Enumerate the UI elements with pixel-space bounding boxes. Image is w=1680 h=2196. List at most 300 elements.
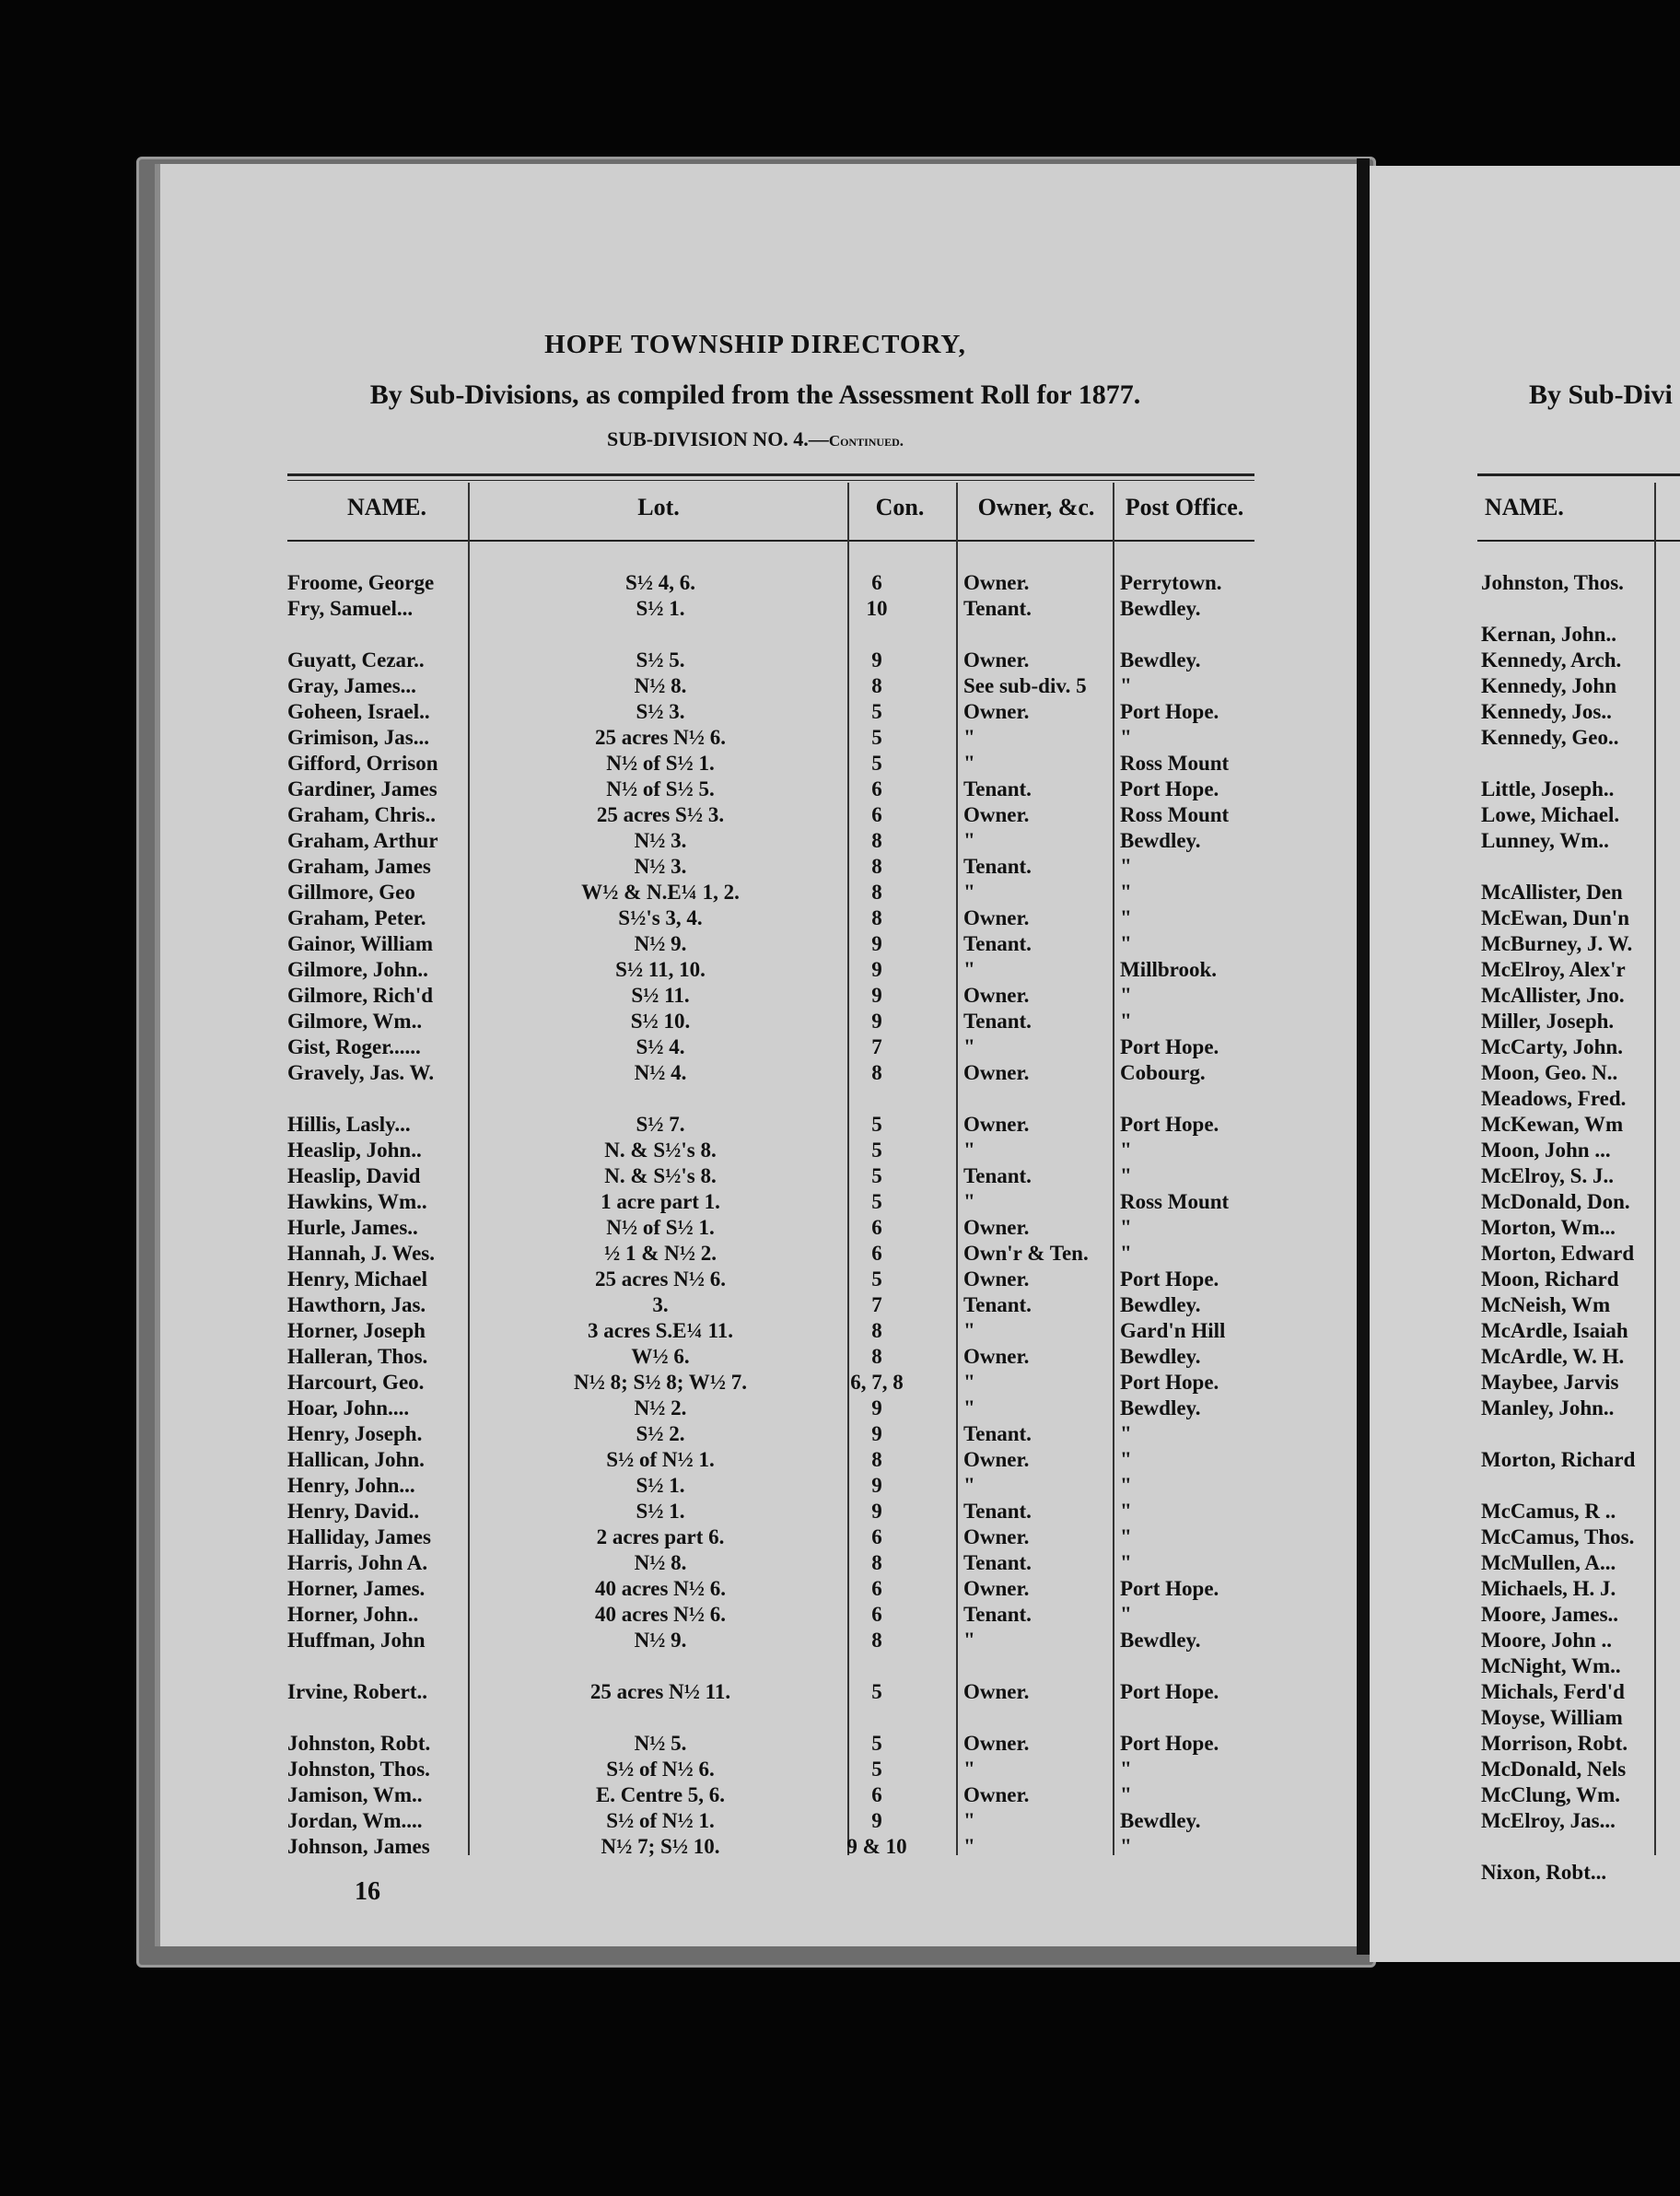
entry-owner-status: Owner. xyxy=(963,906,1030,929)
entry-lot: 25 acres N½ 11. xyxy=(589,1680,731,1703)
entry-post-office: Ross Mount xyxy=(1120,752,1230,775)
entry-post-office: " xyxy=(1120,855,1132,878)
entry-owner-status: Owner. xyxy=(963,1577,1030,1600)
entry-post-office: " xyxy=(1120,1216,1132,1239)
entry-concession: 9 xyxy=(871,958,882,981)
right-entry-name: McKewan, Wm xyxy=(1481,1113,1624,1136)
entry-post-office: Bewdley. xyxy=(1120,1293,1201,1316)
entry-name: Gilmore, Rich'd xyxy=(287,984,434,1007)
table-row xyxy=(287,752,1254,777)
entry-concession: 9 xyxy=(871,932,882,955)
entry-post-office: Bewdley. xyxy=(1120,829,1201,852)
table-row xyxy=(287,1396,1254,1422)
section-heading: SUB-DIVISION NO. 4.—Continued. xyxy=(606,427,904,450)
table-row xyxy=(287,881,1254,906)
right-entry-name: Kernan, John.. xyxy=(1481,623,1616,646)
entry-owner-status: " xyxy=(963,1319,975,1342)
right-entry-name: Kennedy, Geo.. xyxy=(1481,726,1619,749)
entry-lot: N½ 8; S½ 8; W½ 7. xyxy=(573,1371,748,1394)
entry-concession: 9 xyxy=(871,1422,882,1445)
table-row xyxy=(287,932,1254,958)
table-row xyxy=(287,1190,1254,1216)
table-row xyxy=(287,803,1254,829)
entry-concession: 7 xyxy=(871,1293,882,1316)
entry-lot: S½ of N½ 1. xyxy=(606,1809,715,1832)
table-row xyxy=(287,674,1254,700)
entry-lot: 3 acres S.E¼ 11. xyxy=(587,1319,734,1342)
entry-name: Huffman, John xyxy=(287,1629,426,1652)
right-entry-name: Kennedy, Arch. xyxy=(1481,648,1622,672)
right-entry-name: Nixon, Robt... xyxy=(1481,1861,1607,1884)
right-entry-name: Morton, Richard xyxy=(1481,1448,1636,1471)
entry-lot: 25 acres N½ 6. xyxy=(594,726,727,749)
right-entry-name: Miller, Joseph. xyxy=(1481,1010,1615,1033)
entry-lot: N. & S½'s 8. xyxy=(604,1139,717,1162)
entry-owner-status: Tenant. xyxy=(963,1603,1032,1626)
entry-name: Halleran, Thos. xyxy=(287,1345,428,1368)
entry-name: Jamison, Wm.. xyxy=(287,1783,423,1806)
entry-concession: 9 xyxy=(871,1500,882,1523)
entry-post-office: " xyxy=(1120,1835,1132,1858)
entry-lot: S½ 4. xyxy=(636,1035,685,1058)
right-header-rule-bottom xyxy=(1477,540,1680,542)
right-entry-name: McElroy, Alex'r xyxy=(1481,958,1626,981)
entry-concession: 6 xyxy=(871,1783,882,1806)
table-row xyxy=(287,700,1254,726)
entry-concession: 5 xyxy=(871,1190,882,1213)
entry-post-office: Port Hope. xyxy=(1120,1113,1219,1136)
entry-concession: 9 xyxy=(871,1010,882,1033)
entry-lot: W½ 6. xyxy=(631,1345,690,1368)
table-row xyxy=(287,1139,1254,1164)
right-entry-name: Michaels, H. J. xyxy=(1481,1577,1616,1600)
entry-name: Grimison, Jas... xyxy=(287,726,429,749)
entry-name: Gist, Roger...... xyxy=(287,1035,421,1058)
entry-concession: 7 xyxy=(871,1035,882,1058)
table-row xyxy=(287,726,1254,752)
table-row xyxy=(287,571,1254,597)
table-row xyxy=(287,1448,1254,1474)
table-row xyxy=(287,1371,1254,1396)
right-entry-name: McArdle, Isaiah xyxy=(1481,1319,1628,1342)
entry-post-office: " xyxy=(1120,1242,1132,1265)
entry-lot: S½ 2. xyxy=(636,1422,685,1445)
table-row xyxy=(287,1603,1254,1629)
entry-concession: 8 xyxy=(871,855,882,878)
entry-concession: 6 xyxy=(871,1216,882,1239)
entry-post-office: Bewdley. xyxy=(1120,648,1201,672)
entry-owner-status: Owner. xyxy=(963,1732,1030,1755)
entry-concession: 9 xyxy=(871,984,882,1007)
entry-concession: 6 xyxy=(871,1603,882,1626)
entry-lot: S½ 11, 10. xyxy=(615,958,706,981)
right-entry-name: McDonald, Nels xyxy=(1481,1758,1627,1781)
directory-subtitle: By Sub-Divisions, as compiled from the Assessment Roll for 1877. xyxy=(369,380,1141,410)
entry-owner-status: Owner. xyxy=(963,571,1030,594)
entry-post-office: " xyxy=(1120,1783,1132,1806)
entry-owner-status: Owner. xyxy=(963,1680,1030,1703)
entry-lot: W½ & N.E¼ 1, 2. xyxy=(581,881,740,904)
entry-owner-status: " xyxy=(963,1190,975,1213)
entry-name: Hawthorn, Jas. xyxy=(287,1293,426,1316)
entry-lot: 25 acres N½ 6. xyxy=(594,1267,727,1291)
right-entry-name: McElroy, S. J.. xyxy=(1481,1164,1614,1187)
entry-owner-status: Owner. xyxy=(963,1061,1030,1084)
entry-post-office: " xyxy=(1120,674,1132,697)
entry-concession: 5 xyxy=(871,700,882,723)
entry-owner-status: Owner. xyxy=(963,1448,1030,1471)
table-row xyxy=(287,1113,1254,1139)
entry-post-office: " xyxy=(1120,984,1132,1007)
entry-concession: 8 xyxy=(871,1345,882,1368)
right-entry-name: McArdle, W. H. xyxy=(1481,1345,1625,1368)
table-row xyxy=(287,1577,1254,1603)
right-entry-name: Lunney, Wm.. xyxy=(1481,829,1609,852)
entry-name: Gifford, Orrison xyxy=(287,752,438,775)
right-entry-name: McCamus, Thos. xyxy=(1481,1525,1635,1548)
entry-post-office: Millbrook. xyxy=(1120,958,1218,981)
col-header-lot: Lot. xyxy=(637,494,680,520)
entry-lot: N½ 8. xyxy=(634,1551,687,1574)
entry-owner-status: " xyxy=(963,1396,975,1419)
entry-post-office: Gard'n Hill xyxy=(1120,1319,1226,1342)
entry-lot: 1 acre part 1. xyxy=(601,1190,720,1213)
entry-lot: S½ 1. xyxy=(636,1474,685,1497)
right-entry-name: McElroy, Jas... xyxy=(1481,1809,1616,1832)
entry-owner-status: " xyxy=(963,752,975,775)
table-row xyxy=(287,1216,1254,1242)
entry-lot: S½ 3. xyxy=(636,700,685,723)
entry-name: Johnson, James xyxy=(287,1835,430,1858)
entry-lot: S½ 4, 6. xyxy=(624,571,696,594)
entry-owner-status: Owner. xyxy=(963,803,1030,826)
table-row xyxy=(287,648,1254,674)
right-entry-name: McAllister, Den xyxy=(1481,881,1623,904)
entry-post-office: Port Hope. xyxy=(1120,1371,1219,1394)
entry-post-office: Bewdley. xyxy=(1120,1396,1201,1419)
entry-concession: 5 xyxy=(871,1680,882,1703)
entry-lot: N. & S½'s 8. xyxy=(604,1164,717,1187)
table-row xyxy=(287,1061,1254,1087)
right-entry-name: Meadows, Fred. xyxy=(1481,1087,1627,1110)
entry-concession: 8 xyxy=(871,1319,882,1342)
entry-post-office: Perrytown. xyxy=(1120,571,1222,594)
right-entry-name: McNeish, Wm xyxy=(1481,1293,1611,1316)
entry-owner-status: " xyxy=(963,1809,975,1832)
entry-lot: 2 acres part 6. xyxy=(596,1525,725,1548)
entry-owner-status: " xyxy=(963,958,975,981)
entry-lot: S½ 10. xyxy=(630,1010,691,1033)
entry-name: Johnston, Robt. xyxy=(287,1732,431,1755)
entry-concession: 5 xyxy=(871,1113,882,1136)
entry-concession: 5 xyxy=(871,1267,882,1291)
col-header-name: NAME. xyxy=(347,494,426,520)
table-row xyxy=(287,984,1254,1010)
col-header-post-office: Post Office. xyxy=(1125,494,1244,520)
entry-name: Hillis, Lasly... xyxy=(287,1113,411,1136)
table-row xyxy=(287,777,1254,803)
entry-owner-status: " xyxy=(963,726,975,749)
entry-owner-status: Tenant. xyxy=(963,1551,1032,1574)
entry-name: Harcourt, Geo. xyxy=(287,1371,425,1394)
entry-owner-status: " xyxy=(963,1474,975,1497)
entry-owner-status: See sub-div. 5 xyxy=(963,674,1087,697)
entry-lot: N½ 9. xyxy=(634,932,687,955)
entry-owner-status: Owner. xyxy=(963,1216,1030,1239)
entry-concession: 9 xyxy=(871,1809,882,1832)
entry-owner-status: " xyxy=(963,1371,975,1394)
entry-lot: S½ 7. xyxy=(636,1113,685,1136)
entry-name: Hallican, John. xyxy=(287,1448,425,1471)
table-row xyxy=(287,1035,1254,1061)
entry-concession: 5 xyxy=(871,1758,882,1781)
table-row xyxy=(287,1551,1254,1577)
entry-concession: 8 xyxy=(871,1551,882,1574)
entry-concession: 6, 7, 8 xyxy=(850,1371,904,1394)
entry-name: Gray, James... xyxy=(287,674,416,697)
entry-post-office: Cobourg. xyxy=(1120,1061,1206,1084)
entry-name: Hurle, James.. xyxy=(287,1216,418,1239)
entry-name: Henry, Joseph. xyxy=(287,1422,423,1445)
entry-post-office: " xyxy=(1120,1603,1132,1626)
table-row xyxy=(287,597,1254,623)
entry-lot: N½ 3. xyxy=(634,855,687,878)
section-continued: Continued. xyxy=(828,432,904,450)
table-row xyxy=(287,1345,1254,1371)
entry-post-office: Bewdley. xyxy=(1120,1629,1201,1652)
entry-post-office: " xyxy=(1120,1010,1132,1033)
entry-post-office: Bewdley. xyxy=(1120,1809,1201,1832)
entry-lot: E. Centre 5, 6. xyxy=(595,1783,726,1806)
table-row xyxy=(287,1293,1254,1319)
right-entry-name: McMullen, A... xyxy=(1481,1551,1616,1574)
right-entry-name: Moore, James.. xyxy=(1481,1603,1619,1626)
entry-concession: 10 xyxy=(866,597,888,620)
entry-name: Gilmore, John.. xyxy=(287,958,428,981)
right-entry-name: Moore, John .. xyxy=(1481,1629,1613,1652)
right-col-header-name: NAME. xyxy=(1485,494,1564,520)
right-entry-name: McDonald, Don. xyxy=(1481,1190,1630,1213)
entry-lot: N½ 5. xyxy=(634,1732,687,1755)
table-row xyxy=(287,1629,1254,1654)
entry-name: Halliday, James xyxy=(287,1525,431,1548)
right-entry-name: McCarty, John. xyxy=(1481,1035,1623,1058)
entry-owner-status: Tenant. xyxy=(963,932,1032,955)
entry-owner-status: Owner. xyxy=(963,1267,1030,1291)
entry-name: Goheen, Israel.. xyxy=(287,700,430,723)
right-entry-name: Morton, Edward xyxy=(1481,1242,1635,1265)
entry-lot: 40 acres N½ 6. xyxy=(594,1577,727,1600)
entry-name: Gillmore, Geo xyxy=(287,881,415,904)
table-row xyxy=(287,1422,1254,1448)
entry-post-office: " xyxy=(1120,1164,1132,1187)
entry-post-office: Port Hope. xyxy=(1120,1680,1219,1703)
entry-lot: ½ 1 & N½ 2. xyxy=(603,1242,718,1265)
entry-name: Johnston, Thos. xyxy=(287,1758,430,1781)
right-entry-name: Little, Joseph.. xyxy=(1481,777,1615,800)
entry-concession: 6 xyxy=(871,1242,882,1265)
entry-post-office: Port Hope. xyxy=(1120,777,1219,800)
entry-lot: S½'s 3, 4. xyxy=(618,906,703,929)
entry-owner-status: " xyxy=(963,1139,975,1162)
entry-owner-status: " xyxy=(963,829,975,852)
right-entry-name: McCamus, R .. xyxy=(1481,1500,1616,1523)
right-entry-name: Manley, John.. xyxy=(1481,1396,1615,1419)
entry-name: Hawkins, Wm.. xyxy=(287,1190,427,1213)
table-row xyxy=(287,1732,1254,1758)
right-entry-name: Moon, John ... xyxy=(1481,1139,1611,1162)
right-entry-name: Moon, Geo. N.. xyxy=(1481,1061,1618,1084)
entry-name: Gardiner, James xyxy=(287,777,438,800)
entry-name: Fry, Samuel... xyxy=(287,597,414,620)
table-row xyxy=(287,1267,1254,1293)
right-entry-name: McEwan, Dun'n xyxy=(1481,906,1630,929)
right-entry-name: Kennedy, Jos.. xyxy=(1481,700,1612,723)
entry-concession: 6 xyxy=(871,1525,882,1548)
entry-concession: 9 xyxy=(871,1396,882,1419)
entry-post-office: " xyxy=(1120,1139,1132,1162)
entry-post-office: " xyxy=(1120,932,1132,955)
entry-lot: S½ 5. xyxy=(636,648,685,672)
entry-post-office: " xyxy=(1120,1551,1132,1574)
entry-concession: 8 xyxy=(871,881,882,904)
entry-concession: 6 xyxy=(871,777,882,800)
entry-owner-status: Tenant. xyxy=(963,1164,1032,1187)
entry-owner-status: " xyxy=(963,1629,975,1652)
book-gutter xyxy=(1357,158,1370,1955)
entry-name: Gilmore, Wm.. xyxy=(287,1010,423,1033)
entry-lot: S½ of N½ 1. xyxy=(606,1448,715,1471)
entry-post-office: Bewdley. xyxy=(1120,597,1201,620)
entry-lot: N½ 3. xyxy=(634,829,687,852)
entry-name: Hannah, J. Wes. xyxy=(287,1242,435,1265)
right-entry-name: Morton, Wm... xyxy=(1481,1216,1616,1239)
entry-owner-status: " xyxy=(963,1035,975,1058)
entry-name: Hoar, John.... xyxy=(287,1396,410,1419)
header-rule-bottom xyxy=(287,540,1254,542)
entry-owner-status: Tenant. xyxy=(963,1422,1032,1445)
entry-lot: N½ of S½ 1. xyxy=(606,752,715,775)
entry-owner-status: " xyxy=(963,1758,975,1781)
table-row xyxy=(287,906,1254,932)
entry-concession: 5 xyxy=(871,726,882,749)
entry-concession: 8 xyxy=(871,906,882,929)
entry-owner-status: " xyxy=(963,881,975,904)
entry-name: Froome, George xyxy=(287,571,435,594)
table-row xyxy=(287,1835,1254,1861)
entry-concession: 8 xyxy=(871,829,882,852)
table-row xyxy=(287,1319,1254,1345)
right-page-subtitle: By Sub-Divi xyxy=(1529,380,1673,410)
entry-post-office: " xyxy=(1120,1474,1132,1497)
right-entry-name: Moon, Richard xyxy=(1481,1267,1619,1291)
entry-concession: 8 xyxy=(871,674,882,697)
directory-title: HOPE TOWNSHIP DIRECTORY, xyxy=(544,330,966,359)
entry-post-office: " xyxy=(1120,881,1132,904)
table-row xyxy=(287,958,1254,984)
right-entry-name: Michals, Ferd'd xyxy=(1481,1680,1625,1703)
entry-name: Henry, Michael xyxy=(287,1267,428,1291)
entry-concession: 5 xyxy=(871,1164,882,1187)
table-row xyxy=(287,1474,1254,1500)
entry-post-office: " xyxy=(1120,1758,1132,1781)
col-header-owner: Owner, &c. xyxy=(977,494,1095,520)
entry-concession: 6 xyxy=(871,571,882,594)
entry-post-office: " xyxy=(1120,1422,1132,1445)
entry-owner-status: Owner. xyxy=(963,1345,1030,1368)
entry-owner-status: Tenant. xyxy=(963,597,1032,620)
entry-owner-status: Owner. xyxy=(963,1113,1030,1136)
right-entry-name: Moyse, William xyxy=(1481,1706,1623,1729)
entry-lot: N½ 2. xyxy=(634,1396,687,1419)
entry-name: Gainor, William xyxy=(287,932,434,955)
entry-post-office: Port Hope. xyxy=(1120,1267,1219,1291)
entry-owner-status: Owner. xyxy=(963,1525,1030,1548)
entry-name: Horner, Joseph xyxy=(287,1319,426,1342)
entry-concession: 5 xyxy=(871,752,882,775)
entry-concession: 5 xyxy=(871,1139,882,1162)
entry-post-office: " xyxy=(1120,1525,1132,1548)
entry-owner-status: Owner. xyxy=(963,1783,1030,1806)
entry-owner-status: " xyxy=(963,1835,975,1858)
table-row xyxy=(287,1783,1254,1809)
table-row xyxy=(287,1010,1254,1035)
entry-owner-status: Tenant. xyxy=(963,1500,1032,1523)
entry-lot: S½ of N½ 6. xyxy=(606,1758,715,1781)
table-row xyxy=(287,1525,1254,1551)
entry-post-office: " xyxy=(1120,1448,1132,1471)
entry-post-office: Port Hope. xyxy=(1120,1035,1219,1058)
entry-concession: 8 xyxy=(871,1061,882,1084)
entry-name: Graham, James xyxy=(287,855,431,878)
entry-name: Heaslip, David xyxy=(287,1164,421,1187)
table-row xyxy=(287,1242,1254,1267)
entry-concession: 6 xyxy=(871,803,882,826)
entry-lot: N½ 7; S½ 10. xyxy=(601,1835,720,1858)
entry-concession: 6 xyxy=(871,1577,882,1600)
right-entry-name: Maybee, Jarvis xyxy=(1481,1371,1619,1394)
right-entry-name: McAllister, Jno. xyxy=(1481,984,1625,1007)
entry-name: Irvine, Robert.. xyxy=(287,1680,428,1703)
entry-post-office: Bewdley. xyxy=(1120,1345,1201,1368)
entry-post-office: Port Hope. xyxy=(1120,700,1219,723)
entry-post-office: " xyxy=(1120,726,1132,749)
entry-owner-status: Tenant. xyxy=(963,1293,1032,1316)
entry-concession: 8 xyxy=(871,1448,882,1471)
right-header-rule-top xyxy=(1477,473,1680,476)
table-row xyxy=(287,1809,1254,1835)
table-row xyxy=(287,1758,1254,1783)
entry-name: Guyatt, Cezar.. xyxy=(287,648,425,672)
table-row xyxy=(287,829,1254,855)
entry-post-office: Port Hope. xyxy=(1120,1732,1219,1755)
entry-lot: N½ 9. xyxy=(634,1629,687,1652)
header-rule-top-thin xyxy=(287,480,1254,481)
entry-concession: 9 xyxy=(871,648,882,672)
entry-owner-status: Own'r & Ten. xyxy=(963,1242,1089,1265)
page-number: 16 xyxy=(355,1877,380,1906)
entry-post-office: " xyxy=(1120,906,1132,929)
entry-name: Jordan, Wm.... xyxy=(287,1809,423,1832)
entry-name: Graham, Chris.. xyxy=(287,803,436,826)
entry-owner-status: Owner. xyxy=(963,700,1030,723)
entry-post-office: Ross Mount xyxy=(1120,1190,1230,1213)
table-row xyxy=(287,1680,1254,1706)
entry-lot: 40 acres N½ 6. xyxy=(594,1603,727,1626)
entry-owner-status: Tenant. xyxy=(963,777,1032,800)
entry-lot: S½ 11. xyxy=(631,984,690,1007)
col-header-con: Con. xyxy=(875,494,925,520)
